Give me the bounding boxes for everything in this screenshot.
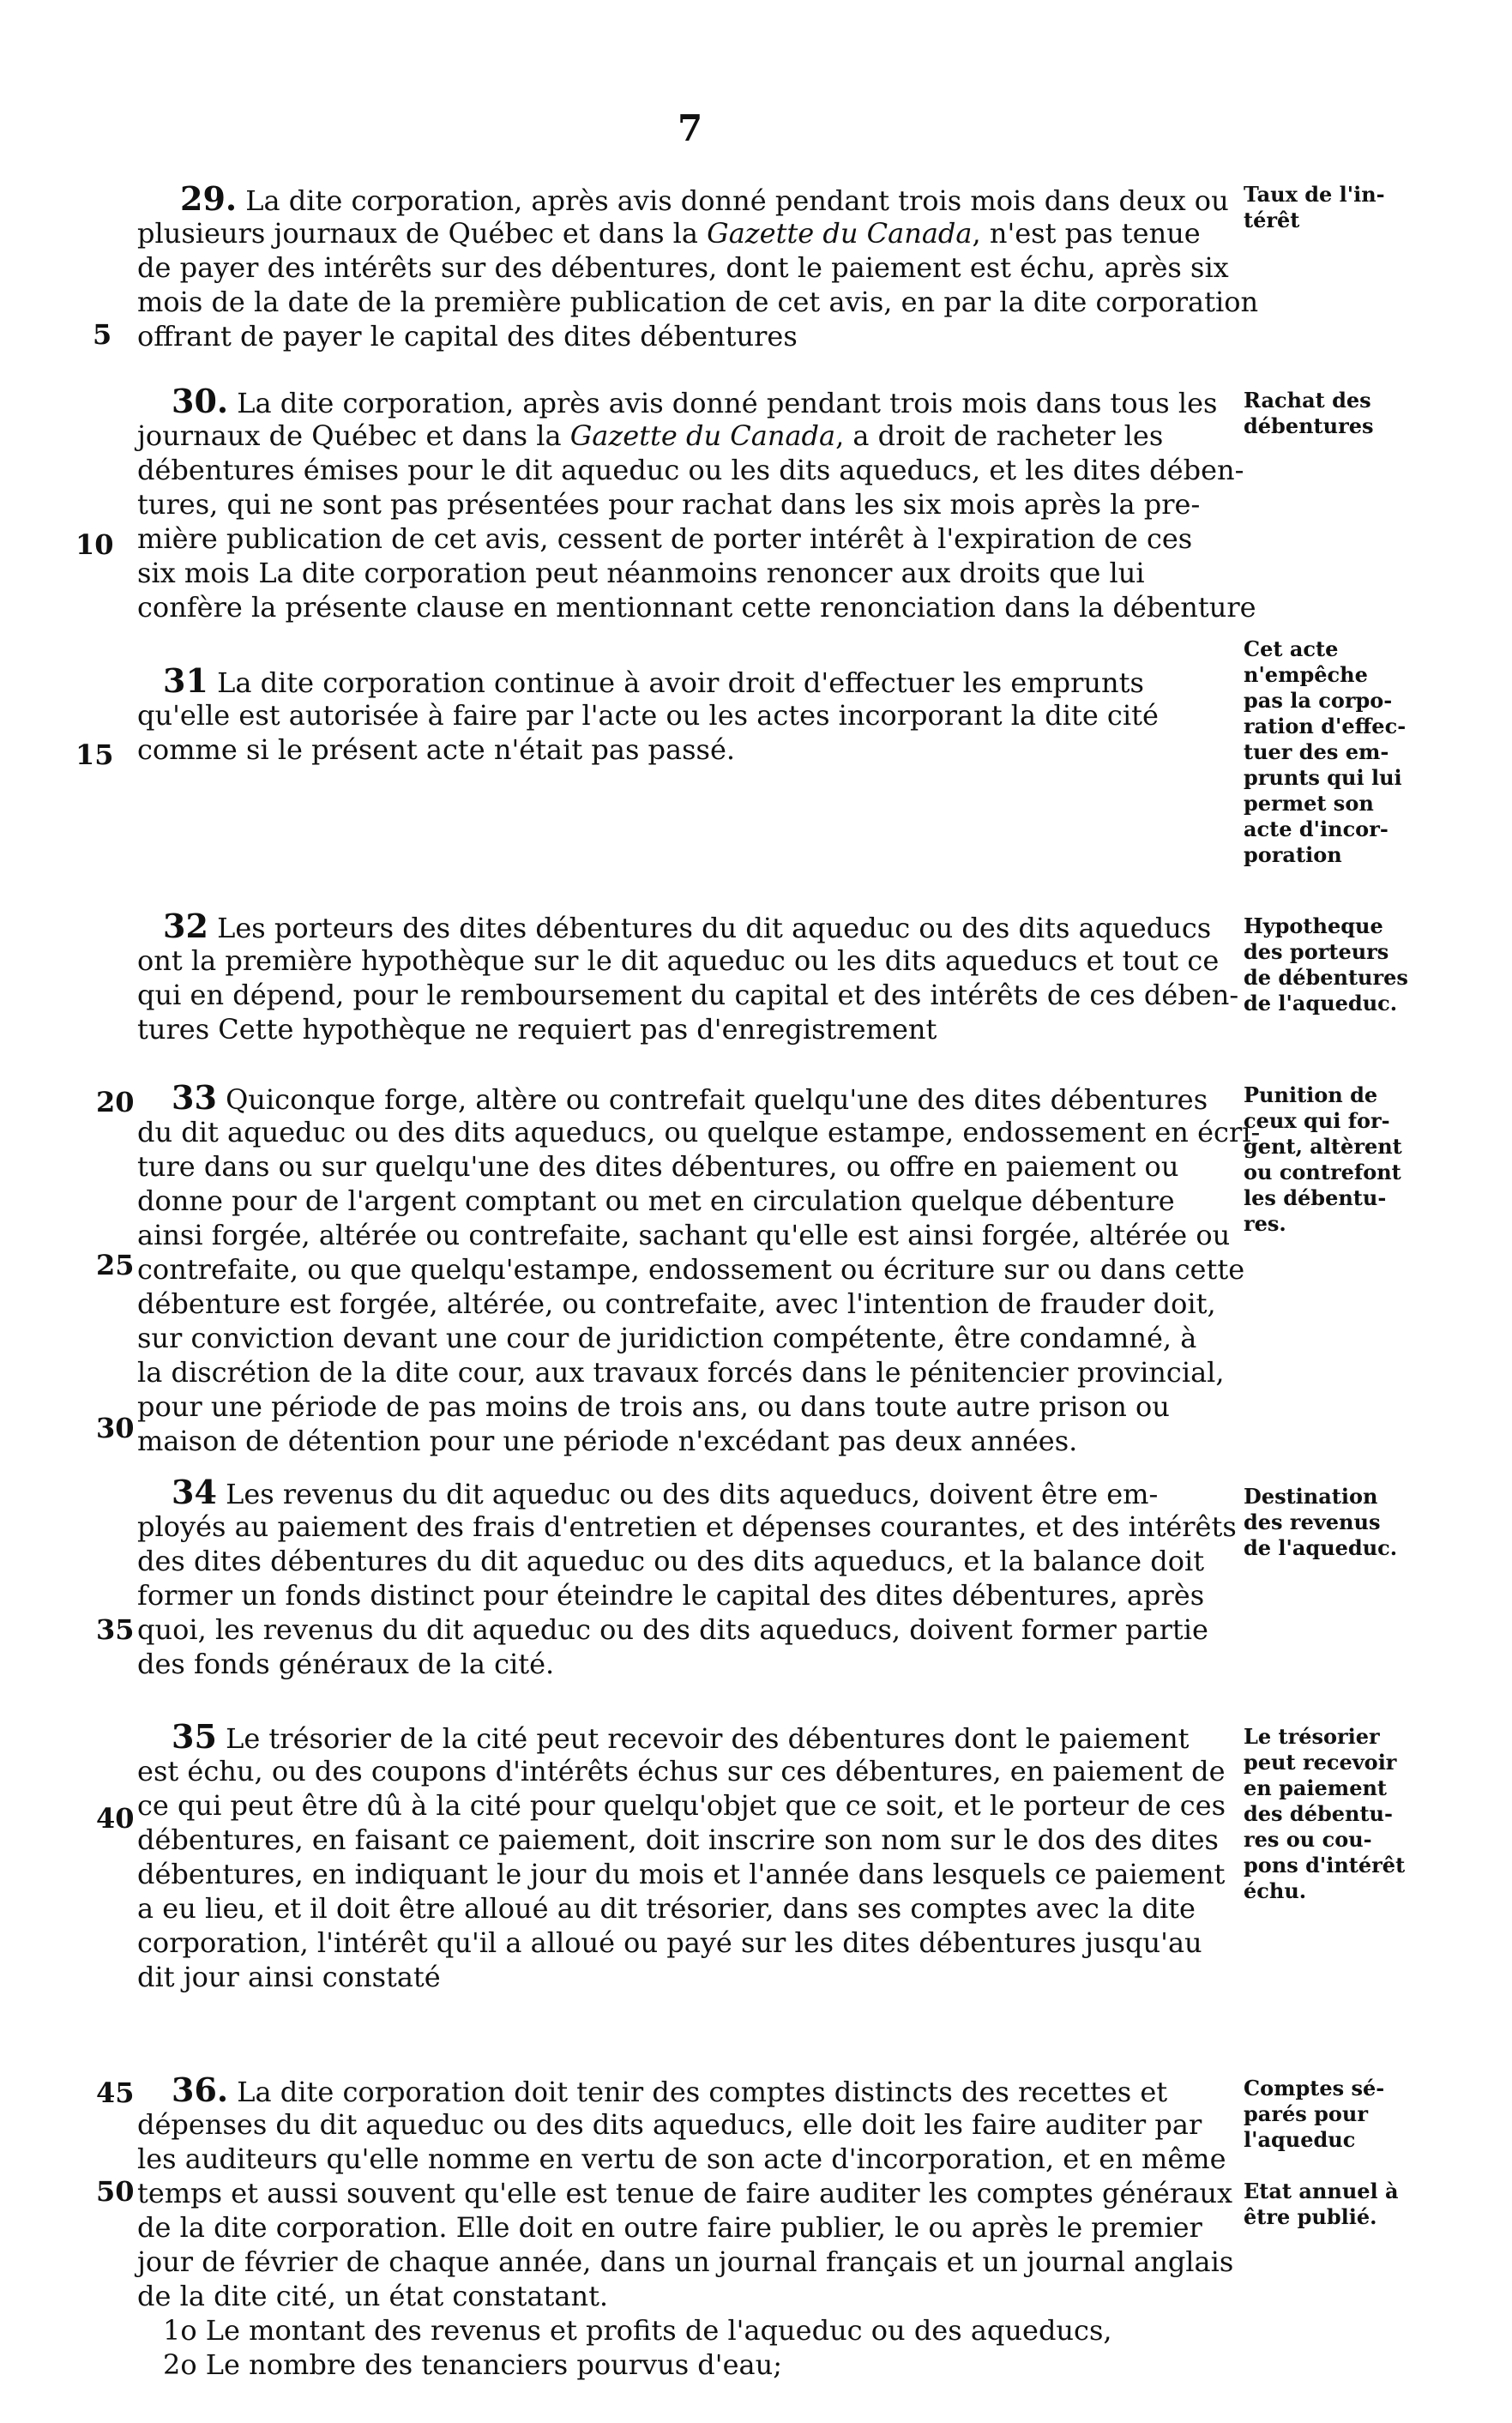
section-text-line: qu'elle est autorisée à faire par l'acte ou les actes incorporant la dite cité [137,699,1159,732]
section-text-line: du dit aqueduc ou des dits aqueducs, ou quelque estampe, endossement en écri- [137,1116,1261,1148]
section-text-line: est échu, ou des coupons d'intérêts échus sur ces débentures, en paiement de [137,1755,1226,1787]
section-list-item: 1o Le montant des revenus et profits de l'aqueduc ou des aqueducs, [163,2314,1112,2347]
line-number: 15 [75,738,114,771]
section-text-line: La dite corporation, après avis donné pendant trois mois dans deux ou [245,184,1229,217]
section-text-line: quoi, les revenus du dit aqueduc ou des dits aqueducs, doivent former partie [137,1613,1208,1646]
section-text-line: qui en dépend, pour le remboursement du capital et des intérêts de ces dében- [137,979,1239,1011]
section-text-line: tures, qui ne sont pas présentées pour rachat dans les six mois après la pre- [137,488,1201,521]
section-list-item: 2o Le nombre des tenanciers pourvus d'eau; [163,2348,782,2381]
line-number: 45 [96,2076,135,2109]
line-number: 30 [96,1412,135,1444]
section-number: 32 [163,907,208,945]
section-text-line: tures Cette hypothèque ne requiert pas d'enregistrement [137,1013,937,1046]
journal-name: Gazette du Canada [707,217,973,250]
section-number: 35 [172,1717,217,1756]
line-number: 40 [96,1802,135,1835]
section-number: 36. [172,2070,229,2109]
section-text-line: six mois La dite corporation peut néanmoins renoncer aux droits que lui [137,557,1145,589]
section-text-line: dit jour ainsi constaté [137,1961,441,1993]
margin-note-36: Comptes sé- parés pour l'aqueduc Etat annuel à être publié. [1244,2076,1399,2229]
section-text-line: la discrétion de la dite cour, aux travaux forcés dans le pénitencier provincial, [137,1356,1225,1389]
line-number: 25 [96,1249,135,1281]
section-text-line: ce qui peut être dû à la cité pour quelqu'objet que ce soit, et le porteur de ces [137,1789,1226,1822]
section-number: 34 [172,1473,217,1511]
section-text-line: plusieurs journaux de Québec et dans la Gazette du Canada, n'est pas tenue [137,217,1201,250]
section-text-line: La dite corporation continue à avoir droit d'effectuer les emprunts [217,666,1144,699]
section-text-line: contrefaite, ou que quelqu'estampe, endossement ou écriture sur ou dans cette [137,1253,1245,1286]
section-text-line: débentures, en indiquant le jour du mois et l'année dans lesquels ce paiement [137,1858,1226,1890]
section-text-line: mois de la date de la première publication de cet avis, en par la dite corporation [137,286,1259,318]
section-text-line: La dite corporation doit tenir des comptes distincts des recettes et [237,2076,1168,2108]
section-text-line: dépenses du dit aqueduc ou des dits aqueducs, elle doit les faire auditer par [137,2108,1202,2141]
section-text-line: jour de février de chaque année, dans un journal français et un journal anglais [137,2245,1234,2278]
section-text-line: ainsi forgée, altérée ou contrefaite, sachant qu'elle est ainsi forgée, altérée ou [137,1219,1231,1251]
section-text-line: La dite corporation, après avis donné pendant trois mois dans tous les [237,387,1218,419]
section-text-line: Les revenus du dit aqueduc ou des dits aqueducs, doivent être em- [226,1478,1159,1510]
section-text-line: corporation, l'intérêt qu'il a alloué ou payé sur les dites débentures jusqu'au [137,1926,1202,1959]
section-number: 31 [163,661,208,700]
section-number: 30. [172,382,229,420]
section-text-line: ont la première hypothèque sur le dit aqueduc ou les dits aqueducs et tout ce [137,944,1220,977]
section-text-line: de la dite corporation. Elle doit en outre faire publier, le ou après le premier [137,2211,1202,2244]
section-text-line: débentures, en faisant ce paiement, doit inscrire son nom sur le dos des dites [137,1823,1219,1856]
section-text-line: a eu lieu, et il doit être alloué au dit trésorier, dans ses comptes avec la dite [137,1892,1196,1925]
line-number: 50 [96,2175,135,2208]
section-text-line: offrant de payer le capital des dites débentures [137,320,798,353]
section-text-line: de la dite cité, un état constatant. [137,2280,609,2312]
section-text-line: comme si le présent acte n'était pas passé. [137,733,736,766]
section-text-line: les auditeurs qu'elle nomme en vertu de son acte d'incorporation, et en même [137,2143,1226,2175]
line-number: 35 [96,1613,135,1646]
section-text-line: temps et aussi souvent qu'elle est tenue de faire auditer les comptes généraux [137,2177,1232,2209]
margin-note-34: Destination des revenus de l'aqueduc. [1244,1484,1398,1560]
section-text-line: ture dans ou sur quelqu'une des dites débentures, ou offre en paiement ou [137,1150,1179,1183]
margin-note-29: Taux de l'in- térêt [1244,182,1385,232]
section-number: 29. [180,179,238,218]
section-text-line: donne pour de l'argent comptant ou met en circulation quelque débenture [137,1184,1175,1217]
section-text-line: sur conviction devant une cour de juridiction compétente, être condamné, à [137,1322,1197,1354]
section-text-line: journaux de Québec et dans la Gazette du Canada, a droit de racheter les [137,419,1164,452]
section-text-line: de payer des intérêts sur des débentures, dont le paiement est échu, après six [137,251,1229,284]
section-text-line: pour une période de pas moins de trois ans, ou dans toute autre prison ou [137,1390,1170,1423]
section-text-line: confère la présente clause en mentionnant cette renonciation dans la débenture [137,591,1256,624]
margin-note-33: Punition de ceux qui for- gent, altèrent ou contrefont les débentu- res. [1244,1082,1402,1236]
section-text-line: ployés au paiement des frais d'entretien et dépenses courantes, et des intérêts [137,1510,1237,1543]
section-text-line: Les porteurs des dites débentures du dit aqueduc ou des dits aqueducs [217,912,1212,944]
section-number: 33 [172,1078,217,1117]
line-number: 10 [75,528,114,561]
section-text-line: des dites débentures du dit aqueduc ou des dits aqueducs, et la balance doit [137,1545,1205,1577]
section-text-line: Le trésorier de la cité peut recevoir des débentures dont le paiement [226,1722,1190,1755]
margin-note-30: Rachat des débentures [1244,388,1374,438]
line-number: 20 [96,1086,135,1118]
margin-note-31: Cet acte n'empêche pas la corpo- ration d'effec- tuer des em- prunts qui lui permet son acte d'incor- poration [1244,636,1407,867]
section-text-line: Quiconque forge, altère ou contrefait quelqu'une des dites débentures [226,1083,1208,1116]
line-number: 5 [93,318,112,351]
margin-note-32: Hypotheque des porteurs de débentures de l'aqueduc. [1244,913,1408,1016]
page-number: 7 [678,107,703,149]
section-text-line: des fonds généraux de la cité. [137,1648,555,1680]
journal-name: Gazette du Canada [569,419,836,452]
section-text-line: débenture est forgée, altérée, ou contrefaite, avec l'intention de frauder doit, [137,1287,1216,1320]
margin-note-35: Le trésorier peut recevoir en paiement des débentu- res ou cou- pons d'intérêt échu. [1244,1724,1406,1903]
section-text-line: débentures émises pour le dit aqueduc ou les dits aqueducs, et les dites dében- [137,454,1244,486]
section-text-line: mière publication de cet avis, cessent de porter intérêt à l'expiration de ces [137,522,1193,555]
section-text-line: former un fonds distinct pour éteindre le capital des dites débentures, après [137,1579,1205,1612]
section-text-line: maison de détention pour une période n'excédant pas deux années. [137,1425,1078,1457]
